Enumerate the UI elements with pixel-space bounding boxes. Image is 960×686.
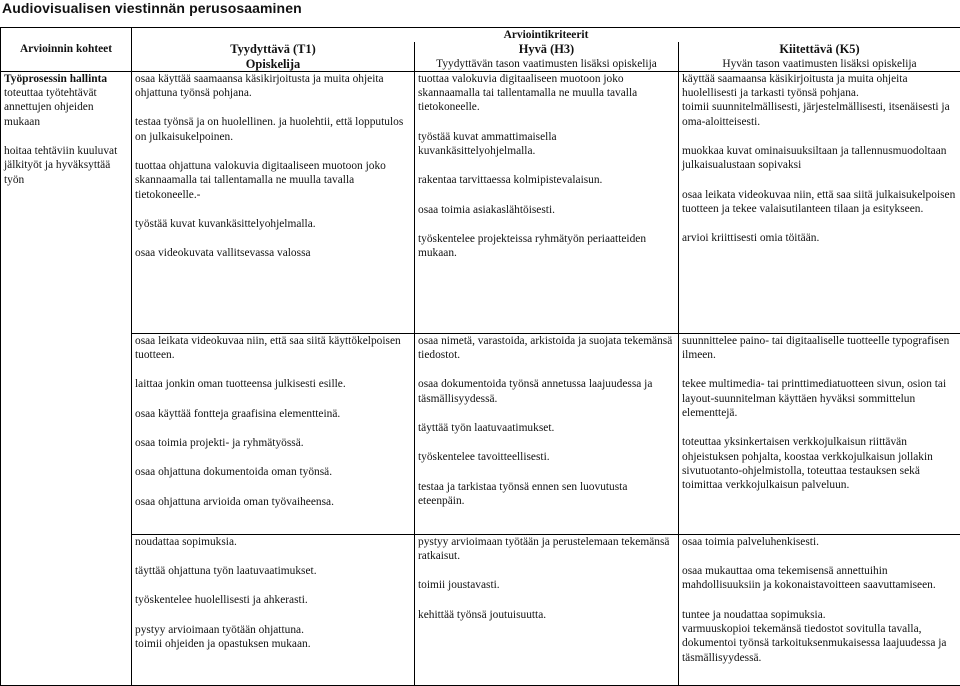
kohde-heading: Työprosessin hallinta [4, 72, 128, 86]
kohde-cell [1, 71, 132, 685]
criteria-row-3 [1, 534, 960, 685]
criterion-text: tuntee ja noudattaa sopimuksia. varmuuskopioi tekemänsä tiedostot sovitulla tavalla, dokumentoi työnsä tarkoituksenmukaisessa laajuudessa ja täsmällisyydessä. [682, 608, 957, 665]
h3-subtitle: Tyydyttävän tason vaatimusten lisäksi opiskelija [418, 57, 675, 71]
t1-title: Tyydyttävä (T1) [135, 42, 411, 56]
h3-block-1 [415, 71, 679, 333]
criterion-text: toteuttaa yksinkertaisen verkkojulkaisun riittävän ohjeistuksen pohjalta, koostaa verkkojulkaisun jollakin sivutuotanto-ohjelmistolla, toteuttaa testauksen sekä toimittaa verkkojulkaisun palveluun. [682, 435, 957, 492]
criterion-text: osaa toimia asiakaslähtöisesti. [418, 203, 675, 217]
k5-block-1 [679, 71, 960, 333]
header-row-2 [1, 42, 960, 71]
header-row-1 [1, 28, 960, 43]
criterion-text: osaa ohjattuna dokumentoida oman työnsä. [135, 465, 411, 479]
criterion-text: osaa nimetä, varastoida, arkistoida ja suojata tekemänsä tiedostot. [418, 334, 675, 363]
k5-title: Kiitettävä (K5) [682, 42, 957, 56]
h3-block-2 [415, 333, 679, 534]
criterion-text: täyttää ohjattuna työn laatuvaatimukset. [135, 564, 411, 578]
page-title: Audiovisualisen viestinnän perusosaaminen [2, 0, 302, 16]
criterion-text: osaa videokuvata vallitsevassa valossa [135, 246, 411, 260]
criterion-text: toimii joustavasti. [418, 578, 675, 592]
kohde-text-1: toteuttaa työtehtävät annettujen ohjeiden mukaan [4, 86, 128, 129]
criterion-text: osaa ohjattuna arvioida oman työvaiheensa. [135, 495, 411, 509]
t1-block-1 [132, 71, 415, 333]
criterion-text: työstää kuvat ammattimaisella kuvankäsittelyohjelmalla. [418, 130, 675, 159]
criteria-row-2 [1, 333, 960, 534]
criterion-text: testaa ja tarkistaa työnsä ennen sen luovutusta eteenpäin. [418, 480, 675, 509]
t1-block-2 [132, 333, 415, 534]
t1-block-3 [132, 534, 415, 685]
criteria-row-1 [1, 71, 960, 333]
kohde-text-2: hoitaa tehtäviin kuuluvat jälkityöt ja hyväksyttää työn [4, 144, 128, 187]
header-kohteet: Arvioinnin kohteet [1, 28, 132, 72]
h3-block-3 [415, 534, 679, 685]
criterion-text: tuottaa ohjattuna valokuvia digitaaliseen muotoon joko skannaamalla tai tallentamalla ne muulla tavalla tietokoneelle.- [135, 159, 411, 202]
criterion-text: työskentelee huolellisesti ja ahkerasti. [135, 593, 411, 607]
criterion-text: osaa dokumentoida työnsä annetussa laajuudessa ja täsmällisyydessä. [418, 377, 675, 406]
criterion-text: osaa toimia palveluhenkisesti. [682, 535, 957, 549]
k5-subtitle: Hyvän tason vaatimusten lisäksi opiskelija [682, 57, 957, 71]
criterion-text: työskentelee projekteissa ryhmätyön periaatteiden mukaan. [418, 232, 675, 261]
header-kriteerit: Arviointikriteerit [132, 28, 960, 43]
criterion-text: pystyy arvioimaan työtään ohjattuna. toimii ohjeiden ja opastuksen mukaan. [135, 623, 411, 652]
k5-block-2 [679, 333, 960, 534]
criterion-text: osaa käyttää fontteja graafisina elementteinä. [135, 407, 411, 421]
criterion-text: rakentaa tarvittaessa kolmipistevalaisun. [418, 173, 675, 187]
criterion-text: työskentelee tavoitteellisesti. [418, 450, 675, 464]
criterion-text: laittaa jonkin oman tuotteensa julkisesti esille. [135, 377, 411, 391]
criterion-text: testaa työnsä ja on huolellinen. ja huolehtii, että lopputulos on julkaisukelpoinen. [135, 115, 411, 144]
header-h3 [415, 42, 679, 71]
criterion-text: kehittää työnsä joutuisuutta. [418, 608, 675, 622]
criterion-text: arvioi kriittisesti omia töitään. [682, 231, 957, 245]
criterion-text: osaa toimia projekti- ja ryhmätyössä. [135, 436, 411, 450]
t1-subtitle: Opiskelija [135, 57, 411, 71]
k5-block-3 [679, 534, 960, 685]
criterion-text: osaa mukauttaa oma tekemisensä annettuihin mahdollisuuksiin ja kokonaistavoitteen saavuttamiseen. [682, 564, 957, 593]
criterion-text: noudattaa sopimuksia. [135, 535, 411, 549]
criterion-text: työstää kuvat kuvankäsittelyohjelmalla. [135, 217, 411, 231]
criterion-text: pystyy arvioimaan työtään ja perustelemaan tekemänsä ratkaisut. [418, 535, 675, 564]
header-k5 [679, 42, 960, 71]
criterion-text: tekee multimedia- tai printtimediatuotteen sivun, osion tai layout-suunnitelman käyttäen hyväksi sommittelun elementtejä. [682, 377, 957, 420]
criterion-text: muokkaa kuvat ominaisuuksiltaan ja tallennusmuodoltaan julkaisualustaan sopivaksi [682, 144, 957, 173]
criterion-text: osaa käyttää saamaansa käsikirjoitusta ja muita ohjeita ohjattuna työnsä pohjana. [135, 72, 411, 101]
criterion-text: käyttää saamaansa käsikirjoitusta ja muita ohjeita huolellisesti ja tarkasti työnsä pohjana. toimii suunnitelmällisesti, järjestelmällisesti, itsenäisesti ja oma-aloitteisesti. [682, 72, 957, 129]
header-t1 [132, 42, 415, 71]
assessment-table [0, 27, 960, 686]
criterion-text: täyttää työn laatuvaatimukset. [418, 421, 675, 435]
criterion-text: osaa leikata videokuvaa niin, että saa siitä käyttökelpoisen tuotteen. [135, 334, 411, 363]
criterion-text: tuottaa valokuvia digitaaliseen muotoon joko skannaamalla tai tallentamalla ne muulla tavalla tietokoneelle. [418, 72, 675, 115]
criterion-text: osaa leikata videokuvaa niin, että saa siitä julkaisukelpoisen tuotteen ja tekee valaisutilanteen tilaan ja esitykseen. [682, 188, 957, 217]
h3-title: Hyvä (H3) [418, 42, 675, 56]
criterion-text: suunnittelee paino- tai digitaaliselle tuotteelle typografisen ilmeen. [682, 334, 957, 363]
